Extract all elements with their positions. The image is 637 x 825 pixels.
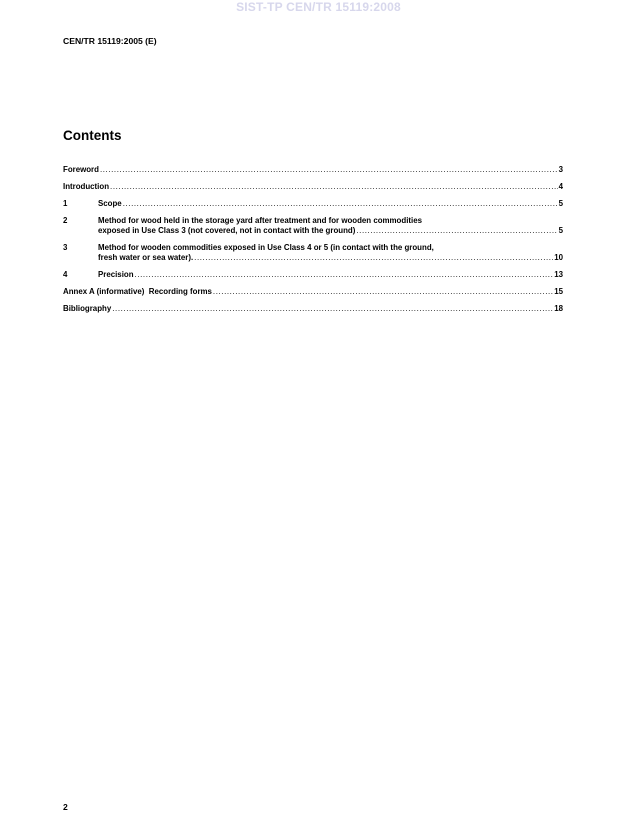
toc-page-number: 5 <box>558 226 563 235</box>
toc-page-number: 18 <box>554 304 563 313</box>
toc-page-number: 4 <box>558 182 563 191</box>
toc-section-number: 2 <box>63 216 68 225</box>
toc-entry-title-line-2: exposed in Use Class 3 (not covered, not in contact with the ground) <box>98 226 356 235</box>
toc-entry-title-line-1: Method for wood held in the storage yard after treatment and for wooden commodities <box>98 216 422 225</box>
document-id: CEN/TR 15119:2005 (E) <box>63 36 157 46</box>
table-of-contents <box>63 165 563 321</box>
toc-leader-dots <box>194 253 553 263</box>
toc-leader-dots <box>112 304 553 314</box>
toc-entry-title-line-1: Method for wooden commodities exposed in Use Class 4 or 5 (in contact with the ground, <box>98 243 434 252</box>
toc-entry-title-line-2: fresh water or sea water). <box>98 253 194 262</box>
toc-entry-title: Foreword <box>63 165 99 174</box>
toc-entry-introduction[interactable] <box>63 182 563 192</box>
toc-page-number: 13 <box>554 270 563 279</box>
toc-section-number: 1 <box>63 199 68 208</box>
toc-entry-annex-a[interactable] <box>63 287 563 297</box>
toc-entry-scope[interactable] <box>63 199 563 209</box>
toc-page-number: 10 <box>554 253 563 262</box>
toc-entry-title: Introduction <box>63 182 110 191</box>
toc-entry-method-ground-contact[interactable] <box>63 243 563 263</box>
toc-entry-title: Annex A (informative) Recording forms <box>63 287 212 296</box>
toc-entry-method-storage-yard[interactable] <box>63 216 563 236</box>
watermark: SIST-TP CEN/TR 15119:2008 <box>236 0 401 14</box>
toc-leader-dots <box>100 165 558 175</box>
toc-entry-bibliography[interactable] <box>63 304 563 314</box>
toc-entry-foreword[interactable] <box>63 165 563 175</box>
toc-section-number: 4 <box>63 270 68 279</box>
toc-entry-title: Scope <box>98 199 122 208</box>
toc-leader-dots <box>110 182 558 192</box>
page-number: 2 <box>63 802 68 812</box>
toc-leader-dots <box>213 287 553 297</box>
toc-leader-dots <box>123 199 558 209</box>
toc-page-number: 15 <box>554 287 563 296</box>
toc-page-number: 5 <box>558 199 563 208</box>
toc-leader-dots <box>356 226 557 236</box>
toc-leader-dots <box>135 270 554 280</box>
toc-page-number: 3 <box>558 165 563 174</box>
toc-entry-title: Precision <box>98 270 134 279</box>
contents-title: Contents <box>63 128 122 143</box>
toc-entry-title: Bibliography <box>63 304 112 313</box>
toc-entry-precision[interactable] <box>63 270 563 280</box>
toc-section-number: 3 <box>63 243 68 252</box>
